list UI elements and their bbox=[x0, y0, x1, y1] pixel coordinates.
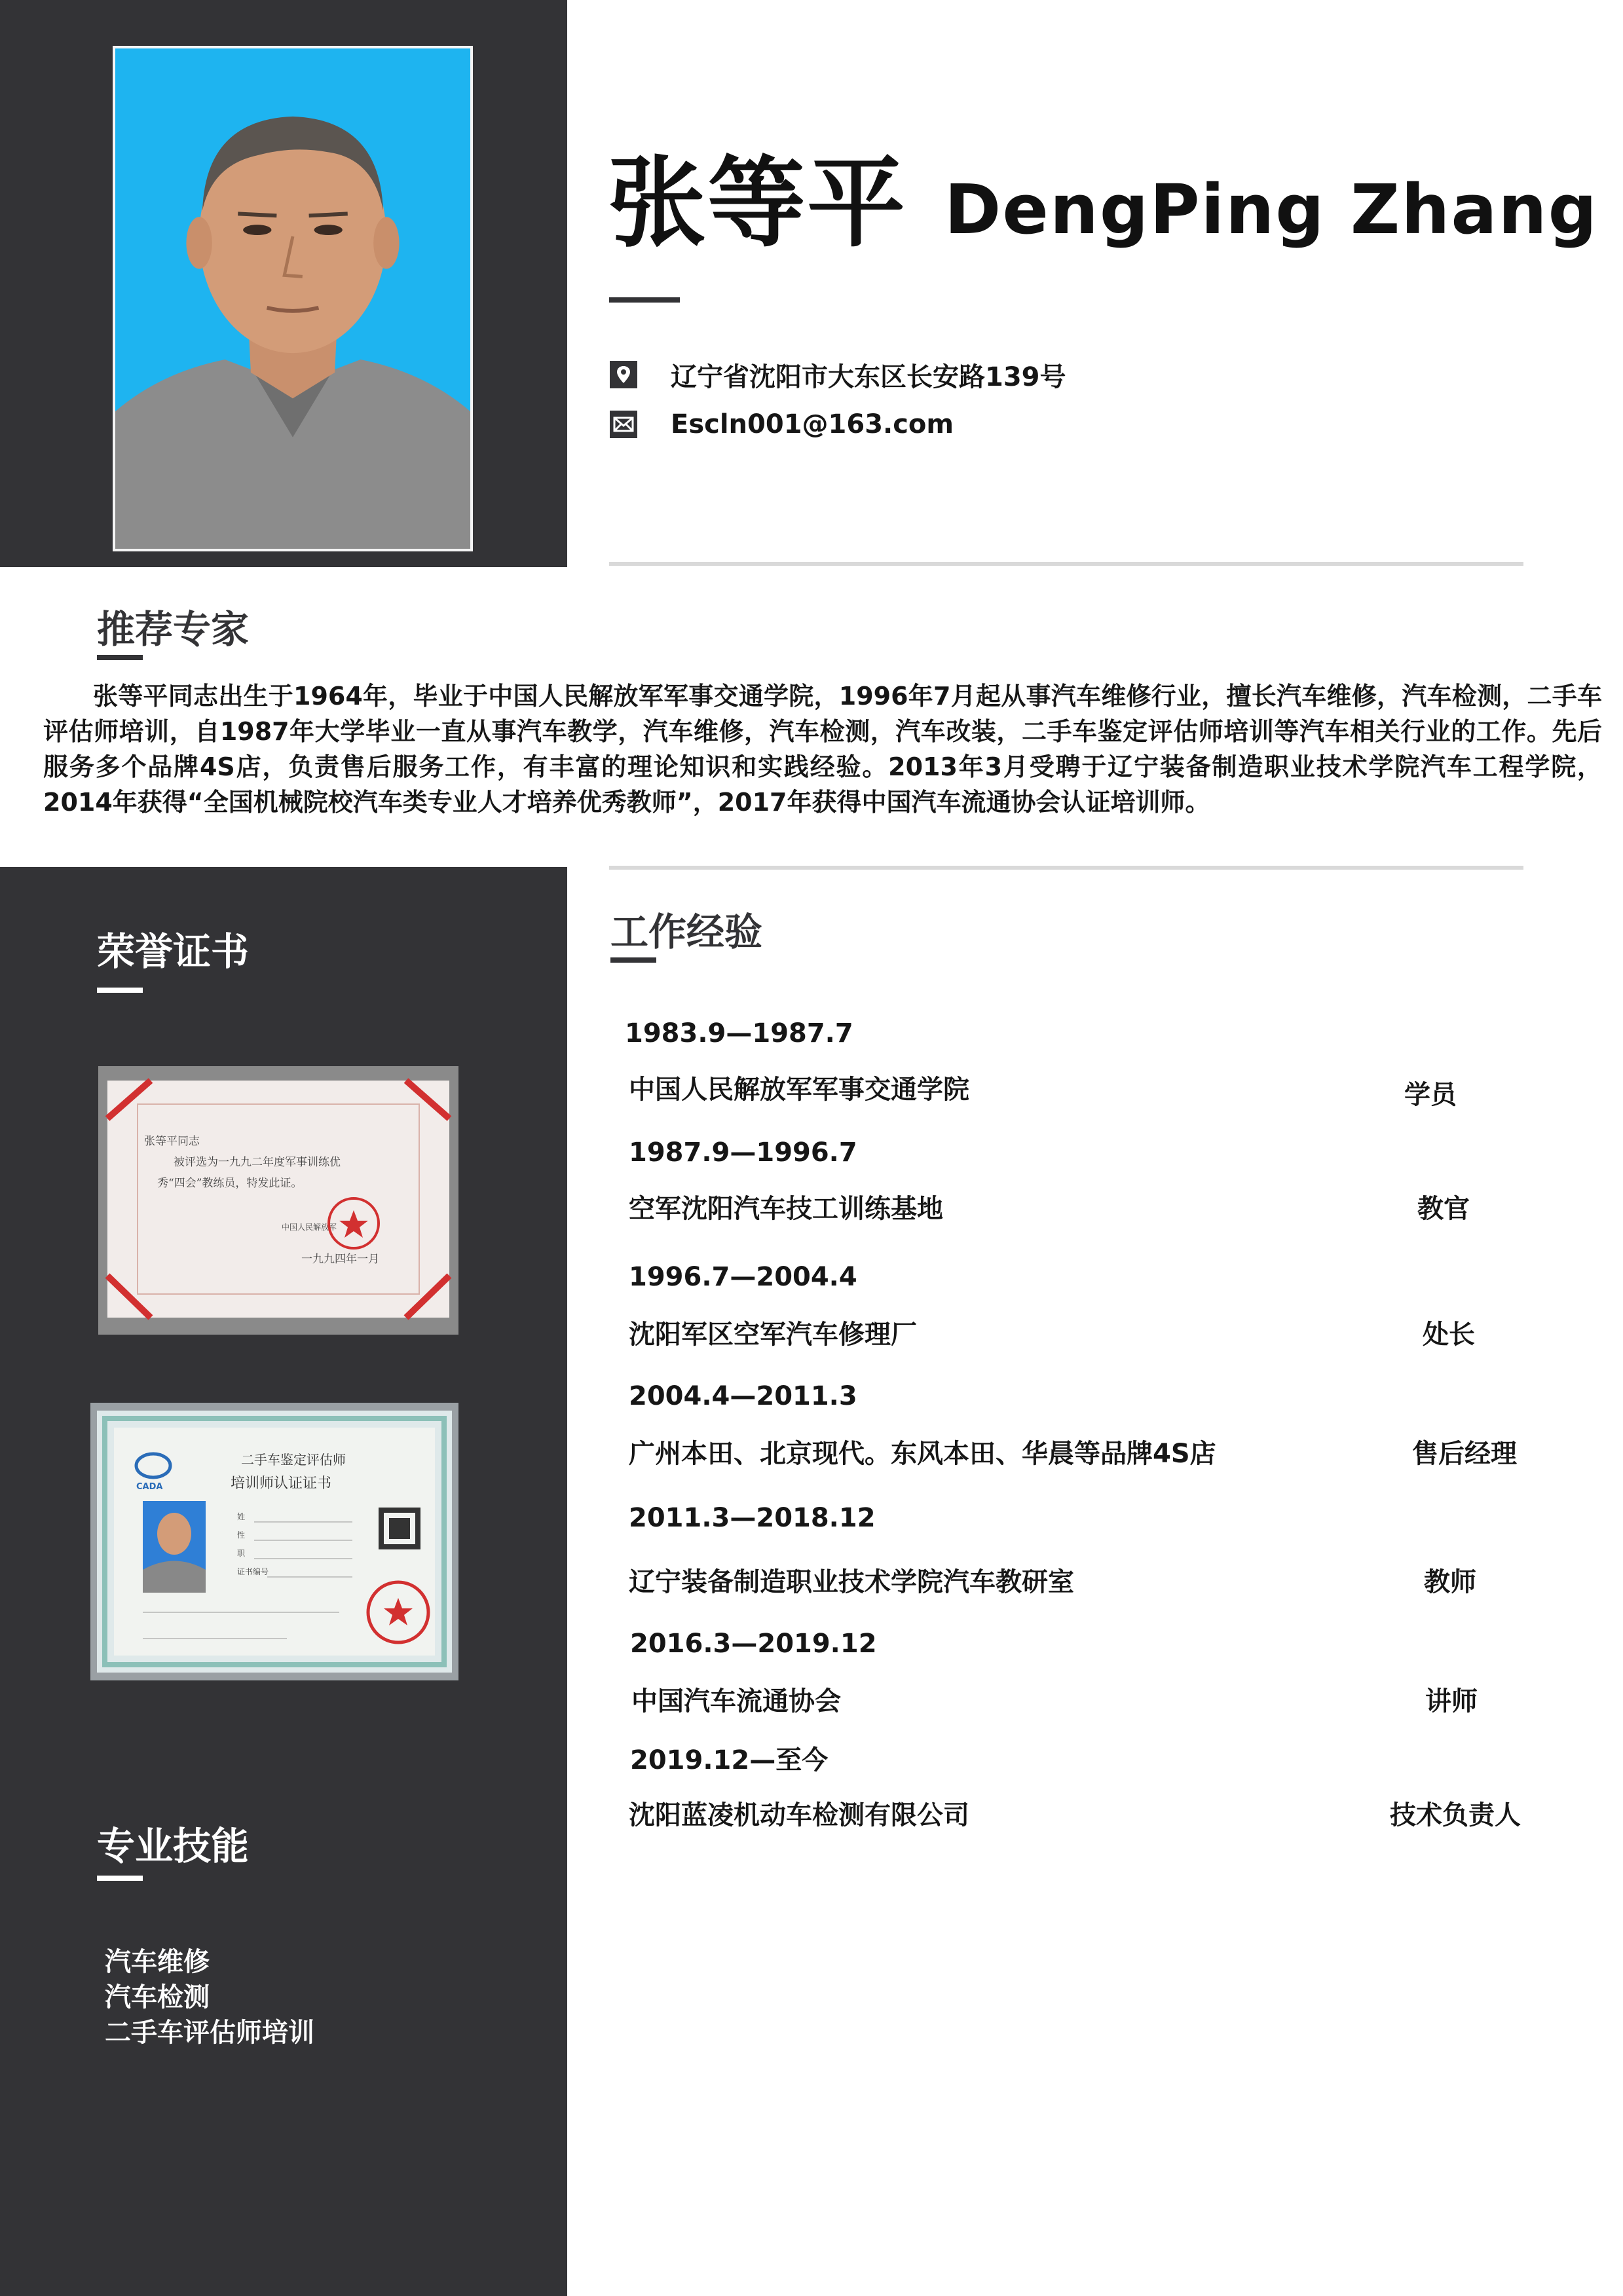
experience-period: 2004.4—2011.3 bbox=[629, 1381, 857, 1411]
cert1-line-1: 张等平同志 bbox=[144, 1135, 200, 1148]
section-divider bbox=[609, 866, 1523, 870]
cert2-title-1: 二手车鉴定评估师 bbox=[241, 1452, 346, 1468]
experience-title-underline bbox=[610, 957, 656, 963]
address-text: 辽宁省沈阳市大东区长安路139号 bbox=[671, 361, 1066, 392]
honors-title: 荣誉证书 bbox=[97, 929, 250, 974]
experience-role: 讲师 bbox=[1425, 1686, 1478, 1716]
cert2-field-4: 证书编号 bbox=[237, 1567, 269, 1576]
skill-item: 汽车维修 bbox=[105, 1947, 210, 1977]
experience-org: 广州本田、北京现代。东风本田、华晨等品牌4S店 bbox=[629, 1439, 1216, 1469]
experience-period: 2019.12—至今 bbox=[630, 1745, 829, 1775]
honor-certificate-photo bbox=[98, 1066, 458, 1335]
envelope-icon bbox=[609, 410, 638, 439]
experience-period: 1987.9—1996.7 bbox=[629, 1138, 857, 1168]
recommend-title: 推荐专家 bbox=[97, 607, 250, 652]
contact-email bbox=[609, 405, 954, 444]
cert2-title-2: 培训师认证证书 bbox=[231, 1475, 332, 1492]
experience-role: 教师 bbox=[1424, 1567, 1476, 1597]
cert1-date: 一九九四年一月 bbox=[301, 1253, 379, 1266]
honors-title-underline bbox=[97, 988, 143, 993]
experience-period: 2011.3—2018.12 bbox=[629, 1503, 876, 1533]
cert1-line-2: 被评选为一九九二年度军事训练优 bbox=[174, 1156, 341, 1169]
experience-org: 辽宁装备制造职业技术学院汽车教研室 bbox=[629, 1567, 1074, 1597]
header-divider bbox=[609, 562, 1523, 566]
cert1-org: 中国人民解放军 bbox=[282, 1223, 337, 1232]
experience-role: 学员 bbox=[1404, 1080, 1457, 1110]
experience-role: 教官 bbox=[1417, 1194, 1470, 1224]
skill-item: 汽车检测 bbox=[105, 1982, 210, 2012]
cert2-field-1: 姓 bbox=[237, 1512, 246, 1521]
cert2-field-2: 性 bbox=[237, 1530, 246, 1540]
cert2-logo-text: CADA bbox=[136, 1482, 163, 1492]
cert1-line-3: 秀“四会”教练员，特发此证。 bbox=[157, 1177, 303, 1190]
email-text[interactable]: Escln001@163.com bbox=[671, 409, 954, 439]
skill-item: 二手车评估师培训 bbox=[105, 2018, 314, 2048]
experience-period: 1996.7—2004.4 bbox=[629, 1262, 857, 1292]
name-english: DengPing Zhang bbox=[944, 170, 1599, 250]
experience-role: 售后经理 bbox=[1412, 1439, 1517, 1469]
experience-org: 沈阳蓝凌机动车检测有限公司 bbox=[629, 1800, 969, 1830]
skills-title-underline bbox=[97, 1876, 143, 1881]
experience-org: 中国汽车流通协会 bbox=[631, 1686, 841, 1716]
portrait-photo bbox=[113, 46, 473, 551]
recommend-paragraph: 张等平同志出生于1964年，毕业于中国人民解放军军事交通学院，1996年7月起从事汽车维修行业，擅长汽车维修，汽车检测，二手车评估师培训，自1987年大学毕业一直从事汽车教学，汽车维修，汽车检测，汽车改装，二手车鉴定评估师培训等汽车相关行业的工作。先后服务多个品牌4S店，负责售后服务工作，有丰富的理论知识和实践经验。2013年3月受聘于辽宁装备制造职业技术学院汽车工程学院，2014年获得“全国机械院校汽车类专业人才培养优秀教师”，2017年获得中国汽车流通协会认证培训师。 bbox=[43, 682, 1602, 817]
experience-org: 空军沈阳汽车技工训练基地 bbox=[629, 1194, 943, 1224]
experience-title: 工作经验 bbox=[610, 910, 763, 954]
name-chinese: 张等平 bbox=[608, 147, 907, 261]
cert2-field-3: 职 bbox=[237, 1549, 246, 1558]
experience-org: 中国人民解放军军事交通学院 bbox=[629, 1075, 969, 1105]
experience-org: 沈阳军区空军汽车修理厂 bbox=[629, 1320, 917, 1350]
name-underline bbox=[609, 297, 680, 303]
experience-period: 2016.3—2019.12 bbox=[630, 1629, 877, 1659]
skills-title: 专业技能 bbox=[97, 1824, 250, 1868]
experience-role: 技术负责人 bbox=[1390, 1800, 1521, 1830]
experience-role: 处长 bbox=[1423, 1320, 1475, 1350]
location-pin-icon bbox=[609, 360, 638, 389]
contact-address bbox=[609, 355, 1066, 394]
trainer-certificate-photo bbox=[90, 1403, 458, 1680]
recommend-title-underline bbox=[97, 655, 143, 660]
experience-period: 1983.9—1987.7 bbox=[625, 1018, 853, 1048]
